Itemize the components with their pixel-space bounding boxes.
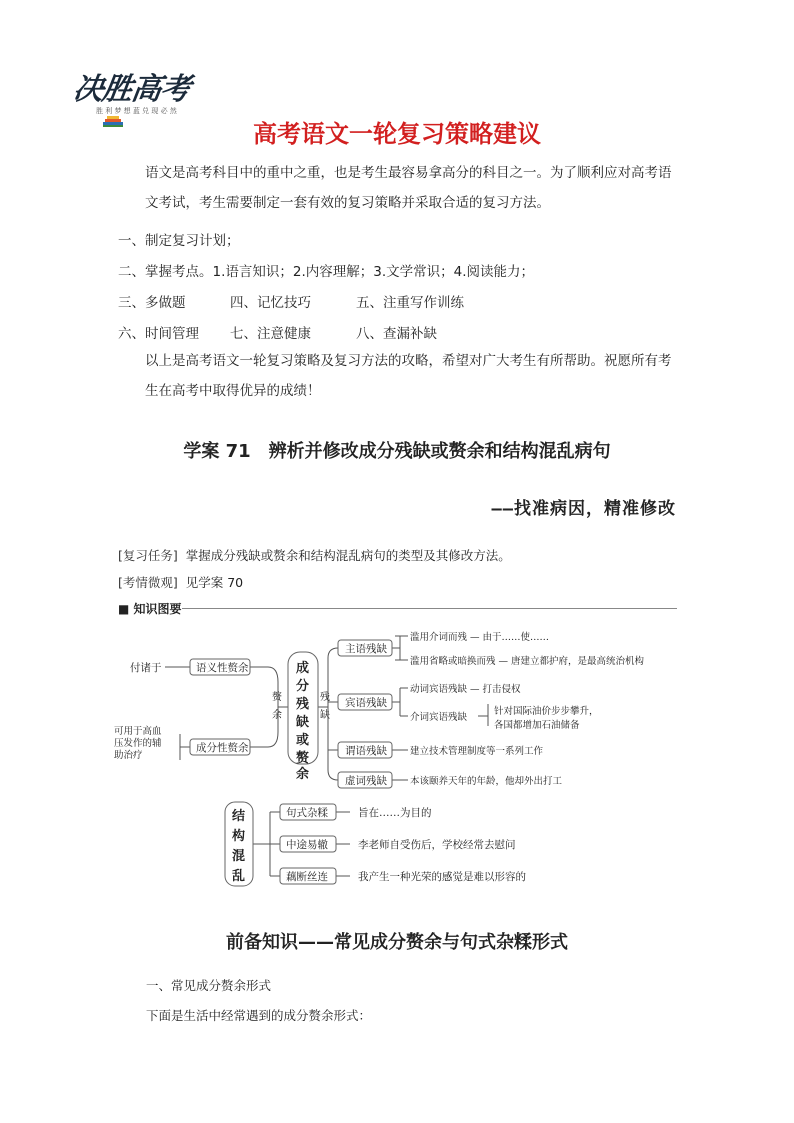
- svg-text:混: 混: [232, 849, 246, 864]
- subject-example-2: 滥用省略或暗换而残 — 唐建立都护府，是最高统治机构: [410, 656, 645, 667]
- item-row-4: [118, 322, 437, 342]
- object-subexample-1: 针对国际油价步步攀升，: [494, 706, 599, 717]
- divider: [182, 608, 677, 609]
- closing-paragraph: [118, 346, 678, 406]
- object-subexample-2: 各国都增加石油储备: [494, 720, 580, 731]
- predicate-example: 建立技术管理制度等一系列工作: [410, 746, 544, 757]
- lingering-link-example: 我产生一种光荣的感觉是难以形容的: [358, 871, 526, 883]
- box-object-missing: 宾语残缺: [345, 697, 387, 709]
- item-6: 六、时间管理: [118, 326, 199, 342]
- svg-text:构: 构: [232, 829, 246, 844]
- exam-text: 见学案 70: [185, 575, 244, 590]
- svg-text:分: 分: [296, 679, 310, 694]
- task-text: 掌握成分残缺或赘余和结构混乱病句的类型及其修改方法。: [185, 548, 511, 563]
- subsection-text: 下面是生活中经常遇到的成分赘余形式：: [146, 1008, 372, 1023]
- label-redundant-2: 余: [272, 710, 282, 721]
- box-mixed-syntax: 句式杂糅: [286, 807, 328, 819]
- left-example-1: 付诸于: [130, 662, 162, 674]
- item-8: 八、查漏补缺: [356, 326, 437, 342]
- midway-switch-example: 李老师自受伤后，学校经常去慰问: [358, 839, 516, 851]
- item-1: 一、制定复习计划；: [118, 233, 240, 249]
- center-node: [296, 660, 310, 782]
- intro-paragraph: [118, 158, 678, 218]
- item-4: 四、记忆技巧: [230, 295, 311, 311]
- svg-text:赘: 赘: [296, 751, 310, 766]
- label-missing-1: 残: [320, 692, 330, 703]
- box-lingering-link: 藕断丝连: [286, 871, 328, 883]
- subsection-heading: 一、常见成分赘余形式: [146, 978, 272, 993]
- lesson-title: 学案 71 辨析并修改成分残缺或赘余和结构混乱病句: [183, 441, 611, 462]
- object-example-2: 介词宾语残缺: [410, 712, 468, 723]
- box-midway-switch: 中途易辙: [286, 839, 328, 851]
- svg-text:助治疗: 助治疗: [114, 750, 143, 761]
- svg-text:乱: 乱: [232, 869, 246, 884]
- mixed-syntax-example: 旨在……为目的: [358, 807, 432, 819]
- task-tag: [复习任务]: [118, 548, 178, 563]
- lesson-subtitle: ——找准病因，精准修改: [491, 499, 676, 519]
- item-2: 二、掌握考点。1.语言知识；2.内容理解；3.文学常识；4.阅读能力；: [118, 264, 535, 280]
- section-title: 前备知识——常见成分赘余与句式杂糅形式: [226, 932, 568, 953]
- box-function-word-missing: 虚词残缺: [345, 775, 387, 787]
- subject-example-1: 滥用介词而残 — 由于……使……: [410, 632, 550, 643]
- page-title: 高考语文一轮复习策略建议: [253, 120, 541, 148]
- object-example-1: 动词宾语残缺 — 打击侵权: [410, 684, 521, 695]
- svg-text:缺: 缺: [296, 715, 310, 730]
- item-7: 七、注意健康: [230, 326, 311, 342]
- svg-text:残: 残: [296, 697, 310, 712]
- item-row-3: [118, 291, 464, 311]
- exam-tag: [考情微观]: [118, 575, 178, 590]
- intro-text: 语文是高考科目中的重中之重，也是考生最容易拿高分的科目之一。为了顺利应对高考语文考试，考生需要制定一套有效的复习策略并采取合适的复习方法。: [145, 165, 672, 211]
- label-redundant-1: 赘: [272, 692, 282, 703]
- item-3: 三、多做题: [118, 295, 186, 311]
- logo-subtext: 胜 利 梦 想 蓝 兑 现 必 然: [96, 107, 177, 115]
- exam-line: [118, 573, 243, 591]
- function-word-example: 本该颐养天年的年龄，他却外出打工: [410, 776, 563, 787]
- knowledge-map-heading: ■ 知识图要: [118, 602, 182, 616]
- svg-text:或: 或: [296, 733, 310, 748]
- svg-text:成: 成: [296, 661, 310, 676]
- box-subject-missing: 主语残缺: [345, 643, 387, 655]
- item-5: 五、注重写作训练: [356, 295, 464, 311]
- svg-text:压发作的辅: 压发作的辅: [114, 738, 162, 749]
- logo-text: 决胜高考: [71, 72, 192, 107]
- box-semantic-redundancy: 语义性赘余: [196, 662, 249, 674]
- closing-text: 以上是高考语文一轮复习策略及复习方法的攻略，希望对广大考生有所帮助。祝愿所有考生在高考中取得优异的成绩！: [145, 353, 672, 399]
- svg-text:结: 结: [232, 809, 246, 824]
- svg-text:余: 余: [296, 767, 310, 782]
- svg-text:可用于高血: 可用于高血: [114, 726, 162, 737]
- label-missing-2: 缺: [320, 710, 330, 721]
- knowledge-mindmap: [110, 622, 680, 892]
- box-predicate-missing: 谓语残缺: [345, 745, 387, 757]
- task-line: [118, 546, 511, 564]
- box-component-redundancy: 成分性赘余: [196, 742, 249, 754]
